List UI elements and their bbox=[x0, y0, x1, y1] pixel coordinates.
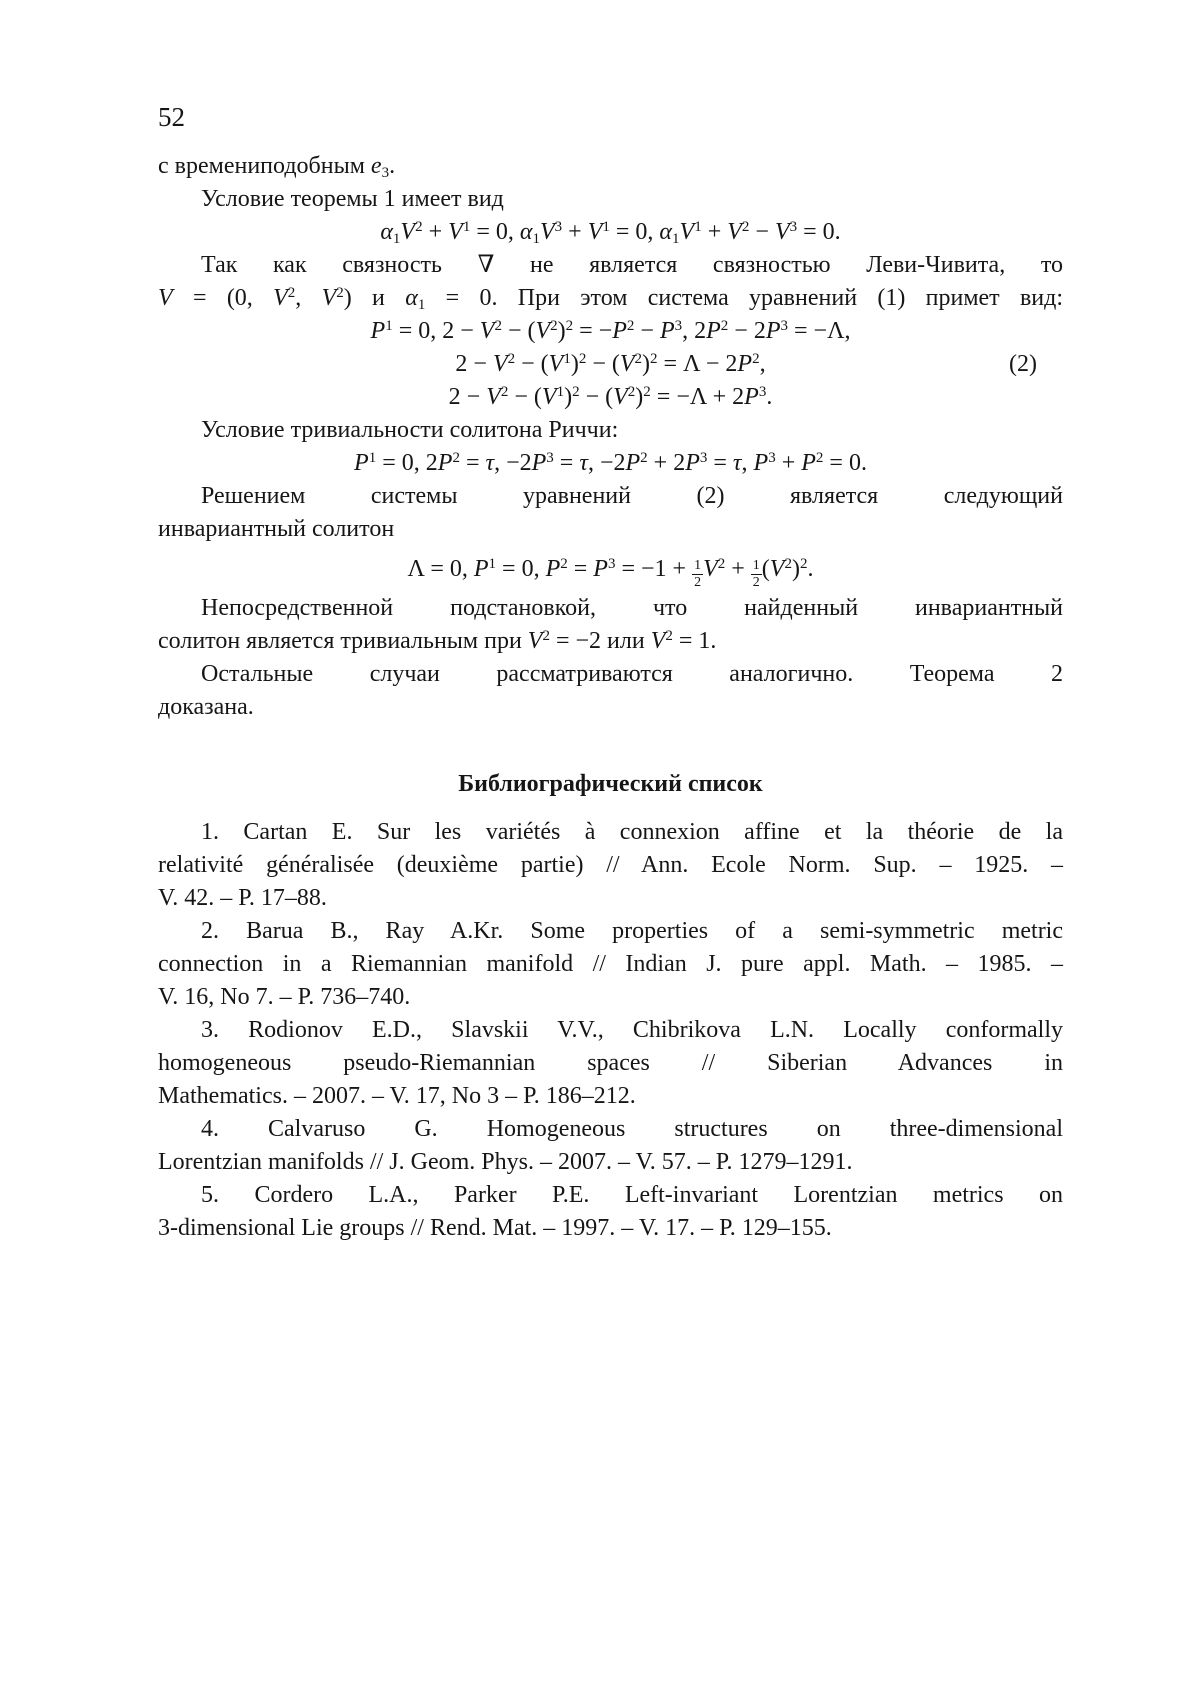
reference-line: 3-dimensional Lie groups // Rend. Mat. – 1997. – V. 17. – P. 129–155. bbox=[158, 1215, 832, 1241]
page-number: 52 bbox=[158, 102, 185, 132]
reference-line: Mathematics. – 2007. – V. 17, No 3 – P. 186–212. bbox=[158, 1083, 636, 1109]
bibliography-section bbox=[158, 768, 1063, 1245]
solution-line-1: Решением системы уравнений (2) является следующий bbox=[201, 483, 1063, 509]
reference-line: homogeneous pseudo-Riemannian spaces // Siberian Advances in bbox=[158, 1050, 1063, 1076]
soliton-formula: Λ = 0, $P^1 = 0$, $P^2 = P^3 = -1$ + $\frac{1}{2}$ $V^2$ + $\frac{1}{2}$ $(V^2)^2$. bbox=[407, 556, 814, 590]
substitution-line-1: Непосредственной подстановкой, что найденный инвариантный bbox=[201, 595, 1063, 621]
main-text-block bbox=[158, 150, 1063, 724]
reference-item bbox=[158, 816, 1063, 915]
remaining-cases-line-1: Остальные случаи рассматриваются аналогично. Теорема 2 bbox=[201, 661, 1063, 687]
system-eq-line-3: $2 - V^2 - (V^1)^2 - (V^2)^2 = -\Lambda + 2P^3$. bbox=[448, 384, 773, 410]
equation-2-label: (2) bbox=[1009, 351, 1037, 377]
remaining-cases-line-2: доказана. bbox=[158, 694, 254, 720]
system-eq-line-1: $P^1 = 0$, $2 - V^2 - (V^2)^2 = -P^2 - P^3$, $2P^2 - 2P^3 = -\Lambda$, bbox=[370, 318, 851, 344]
system-eq-line-2 bbox=[158, 348, 1063, 381]
reference-line: Lorentzian manifolds // J. Geom. Phys. – 2007. – V. 57. – P. 1279–1291. bbox=[158, 1149, 853, 1175]
levi-civita-line-1: Так как связность ∇ не является связностью Леви-Чивита, то bbox=[201, 252, 1063, 278]
theorem1-condition-formula: $\alpha 1V^2 + V^1 = 0$, $\alpha 1V^3 + V^1 = 0$, $\alpha 1V^1 + V^2 - V^3 = 0$. bbox=[380, 219, 841, 247]
reference-line: 5. Cordero L.A., Parker P.E. Left-invariant Lorentzian metrics on bbox=[201, 1182, 1063, 1208]
substitution-line-2: солитон является тривиальным при $V^2 = -2$ или $V^2 = 1$. bbox=[158, 628, 717, 654]
levi-civita-line-2: V = (0, $V^2$, $V^2$) и α1 = 0. При этом система уравнений (1) примет вид: bbox=[158, 285, 1064, 313]
reference-item bbox=[158, 1179, 1063, 1245]
reference-line: 1. Cartan E. Sur les variétés à connexion affine et la théorie de la bbox=[201, 819, 1063, 845]
theorem1-intro-line: Условие теоремы 1 имеет вид bbox=[201, 186, 504, 212]
reference-line: 3. Rodionov E.D., Slavskii V.V., Chibrikova L.N. Locally conformally bbox=[201, 1017, 1063, 1043]
reference-line: 2. Barua B., Ray A.Kr. Some properties of a semi-symmetric metric bbox=[201, 918, 1063, 944]
system-eq-line-2-formula: $2 - V^2 - (V^1)^2 - (V^2)^2 = \Lambda - 2P^2$, bbox=[455, 351, 766, 377]
reference-line: 4. Calvaruso G. Homogeneous structures on three-dimensional bbox=[201, 1116, 1063, 1142]
reference-item bbox=[158, 1014, 1063, 1113]
bibliography-heading: Библиографический список bbox=[458, 771, 763, 797]
solution-line-2: инвариантный солитон bbox=[158, 516, 395, 542]
reference-line: V. 16, No 7. – P. 736–740. bbox=[158, 984, 411, 1010]
reference-item bbox=[158, 915, 1063, 1014]
carryover-line: с времениподобным e3. bbox=[158, 153, 396, 181]
ricci-trivial-formula: $P^1 = 0$, $2P^2 = \tau$, $-2P^3 = \tau$, $-2P^2 + 2P^3 = \tau$, $P^3 + P^2 = 0$. bbox=[354, 450, 867, 476]
reference-line: connection in a Riemannian manifold // Indian J. pure appl. Math. – 1985. – bbox=[158, 951, 1063, 977]
reference-item bbox=[158, 1113, 1063, 1179]
reference-line: V. 42. – P. 17–88. bbox=[158, 885, 327, 911]
reference-line: relativité généralisée (deuxième partie) // Ann. Ecole Norm. Sup. – 1925. – bbox=[158, 852, 1063, 878]
ricci-trivial-intro-line: Условие тривиальности солитона Риччи: bbox=[201, 417, 619, 443]
